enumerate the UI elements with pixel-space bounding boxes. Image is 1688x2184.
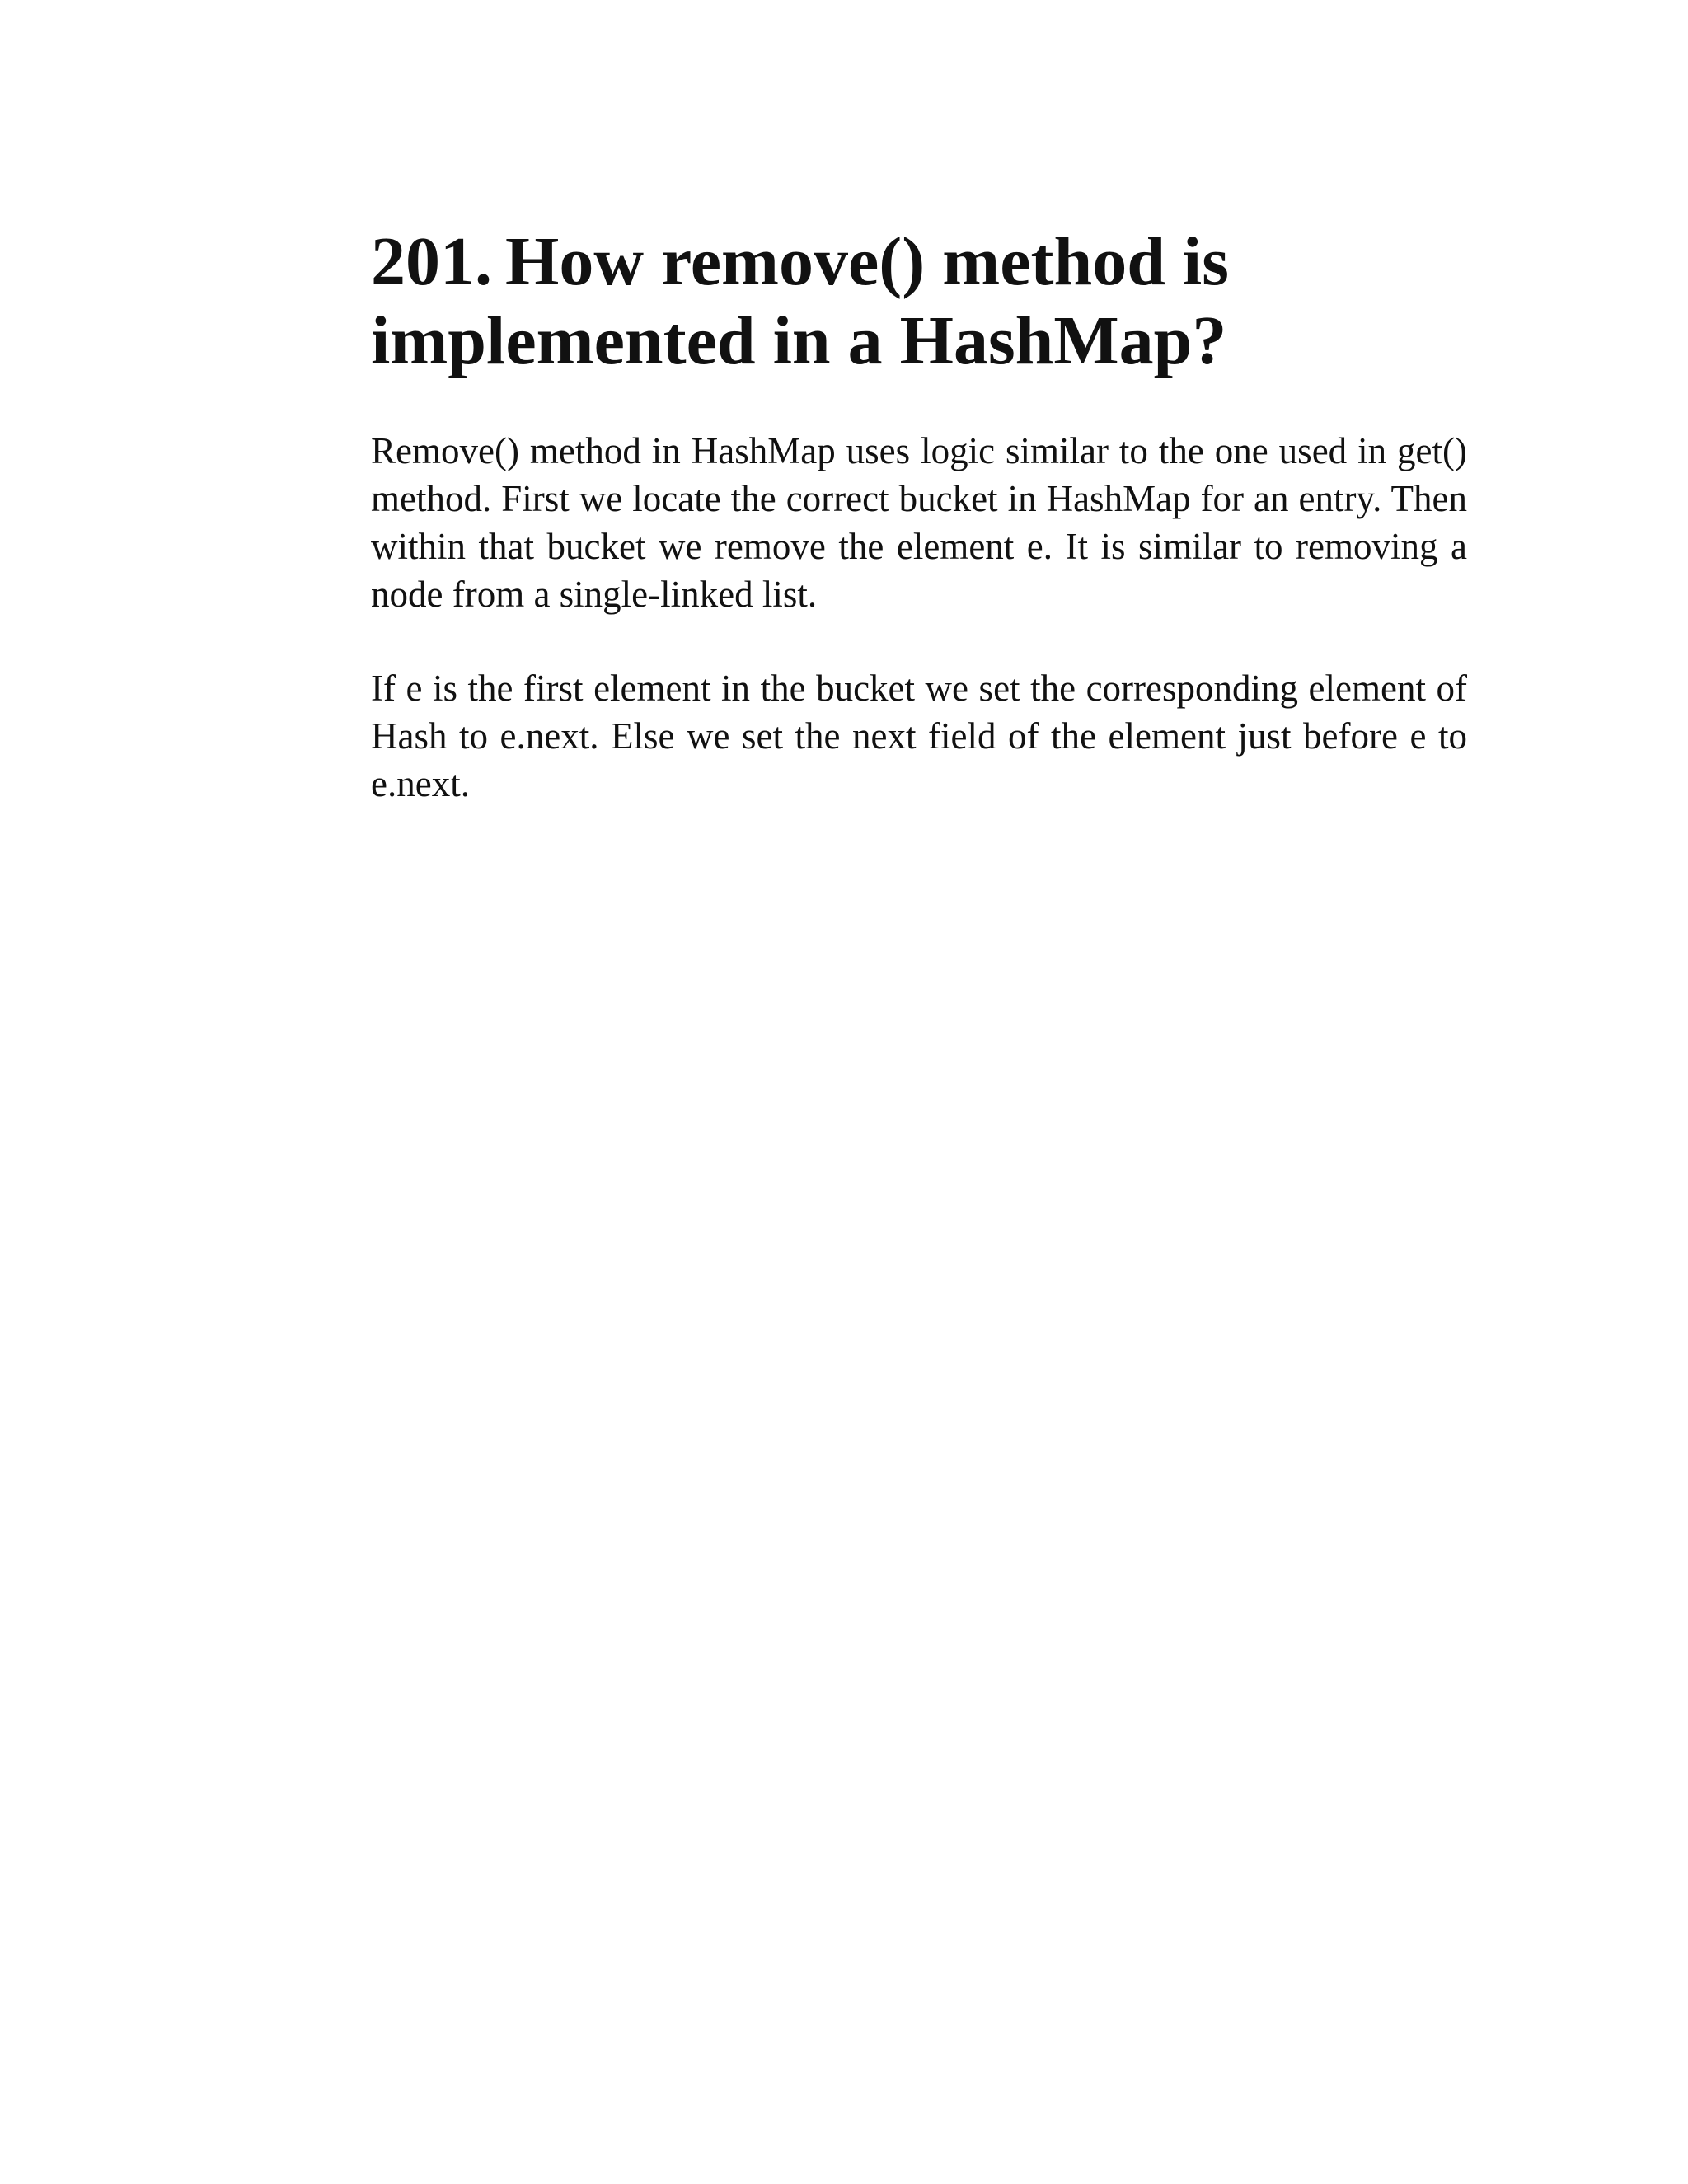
answer-body xyxy=(371,427,1467,808)
answer-paragraph-2: If e is the first element in the bucket we set the corresponding element of Hash to e.next. Else we set the next field of the element just before e to e.next. xyxy=(371,668,1467,804)
question-heading xyxy=(371,223,1467,381)
answer-paragraph-1: Remove() method in HashMap uses logic similar to the one used in get() method. First we locate the correct bucket in HashMap for an entry. Then within that bucket we remove the element e. It is similar to removing a node from a single-linked list. xyxy=(371,430,1467,615)
document-page xyxy=(371,223,1467,854)
question-number: 201. xyxy=(371,223,492,300)
question-title: How remove() method is implemented in a HashMap? xyxy=(371,223,1229,379)
